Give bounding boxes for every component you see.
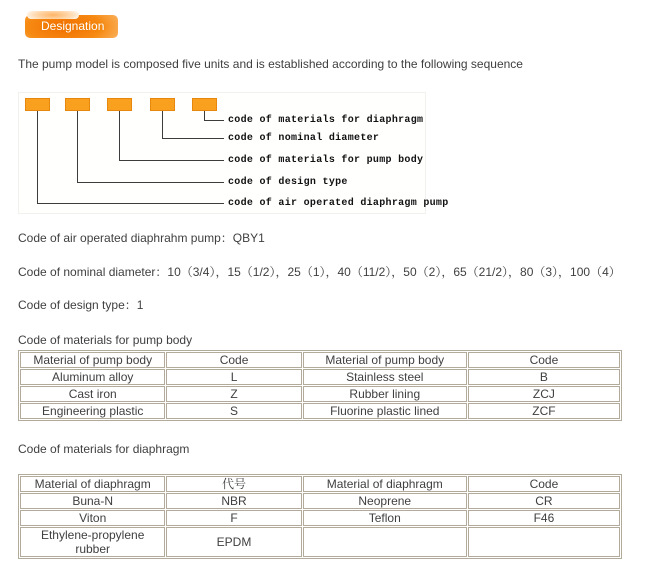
table-row [20, 476, 620, 492]
table-header-cell: Code [468, 476, 620, 492]
table-cell: EPDM [166, 527, 301, 557]
diagram-label-pump-code: code of air operated diaphragm pump [228, 198, 449, 209]
code-nominal-diameter: Code of nominal diameter：10（3/4），15（1/2），25（1），40（11/2），50（2），65（21/2），80（3），100（4） [18, 265, 621, 279]
table-header-cell: Material of diaphragm [303, 476, 467, 492]
connector-line [204, 120, 224, 121]
pump-body-table-title: Code of materials for pump body [18, 333, 193, 347]
model-unit-box-5 [192, 98, 217, 111]
connector-line [77, 111, 78, 183]
table-header-cell: Code [468, 352, 620, 368]
table-header-cell: Material of pump body [303, 352, 467, 368]
table-row [20, 352, 620, 368]
table-row [20, 403, 620, 419]
table-cell: Teflon [303, 510, 467, 526]
previous-badge-remnant [27, 11, 79, 19]
connector-line [162, 111, 163, 139]
model-unit-box-3 [107, 98, 132, 111]
table-header-cell: Material of pump body [20, 352, 165, 368]
model-composition-diagram [18, 92, 449, 214]
connector-line [77, 182, 224, 183]
table-row [20, 369, 620, 385]
diaphragm-materials-table [18, 474, 622, 559]
table-cell: NBR [166, 493, 301, 509]
intro-text: The pump model is composed five units and is established according to the following sequence [18, 57, 523, 71]
table-cell: Neoprene [303, 493, 467, 509]
table-cell: Cast iron [20, 386, 165, 402]
table-cell: B [468, 369, 620, 385]
diaphragm-table-title: Code of materials for diaphragm [18, 442, 190, 456]
table-cell: Viton [20, 510, 165, 526]
table-row [20, 386, 620, 402]
table-cell: ZCF [468, 403, 620, 419]
table-cell: L [166, 369, 301, 385]
designation-section-badge: Designation [25, 15, 118, 38]
connector-line [119, 111, 120, 161]
table-cell: Buna-N [20, 493, 165, 509]
table-header-cell: Code [166, 352, 301, 368]
diagram-label-nominal-diameter: code of nominal diameter [228, 133, 380, 144]
table-cell: F46 [468, 510, 620, 526]
table-cell: Rubber lining [303, 386, 467, 402]
table-row [20, 493, 620, 509]
model-unit-box-1 [25, 98, 50, 111]
table-cell: Ethylene-propylene rubber [20, 527, 165, 557]
model-unit-box-2 [65, 98, 90, 111]
table-cell [468, 527, 620, 557]
table-header-cell: Material of diaphragm [20, 476, 165, 492]
code-design-type: Code of design type：1 [18, 298, 144, 312]
table-header-cell: 代号 [166, 476, 301, 492]
table-cell: ZCJ [468, 386, 620, 402]
connector-line [37, 111, 38, 204]
diagram-label-pump-body-material: code of materials for pump body [228, 155, 424, 166]
table-cell: Stainless steel [303, 369, 467, 385]
connector-line [37, 203, 224, 204]
table-cell: Aluminum alloy [20, 369, 165, 385]
table-row [20, 527, 620, 557]
model-unit-box-4 [150, 98, 175, 111]
pump-body-materials-table [18, 350, 622, 421]
diagram-label-diaphragm-material: code of materials for diaphragm [228, 115, 424, 126]
table-cell: Engineering plastic [20, 403, 165, 419]
table-cell: Z [166, 386, 301, 402]
code-air-operated-pump: Code of air operated diaphrahm pump：QBY1 [18, 231, 265, 245]
diagram-label-design-type: code of design type [228, 177, 348, 188]
table-cell: CR [468, 493, 620, 509]
connector-line [119, 160, 224, 161]
page-content [0, 15, 648, 559]
table-cell: Fluorine plastic lined [303, 403, 467, 419]
table-row [20, 510, 620, 526]
table-cell: S [166, 403, 301, 419]
connector-line [162, 138, 224, 139]
table-cell [303, 527, 467, 557]
table-cell: F [166, 510, 301, 526]
